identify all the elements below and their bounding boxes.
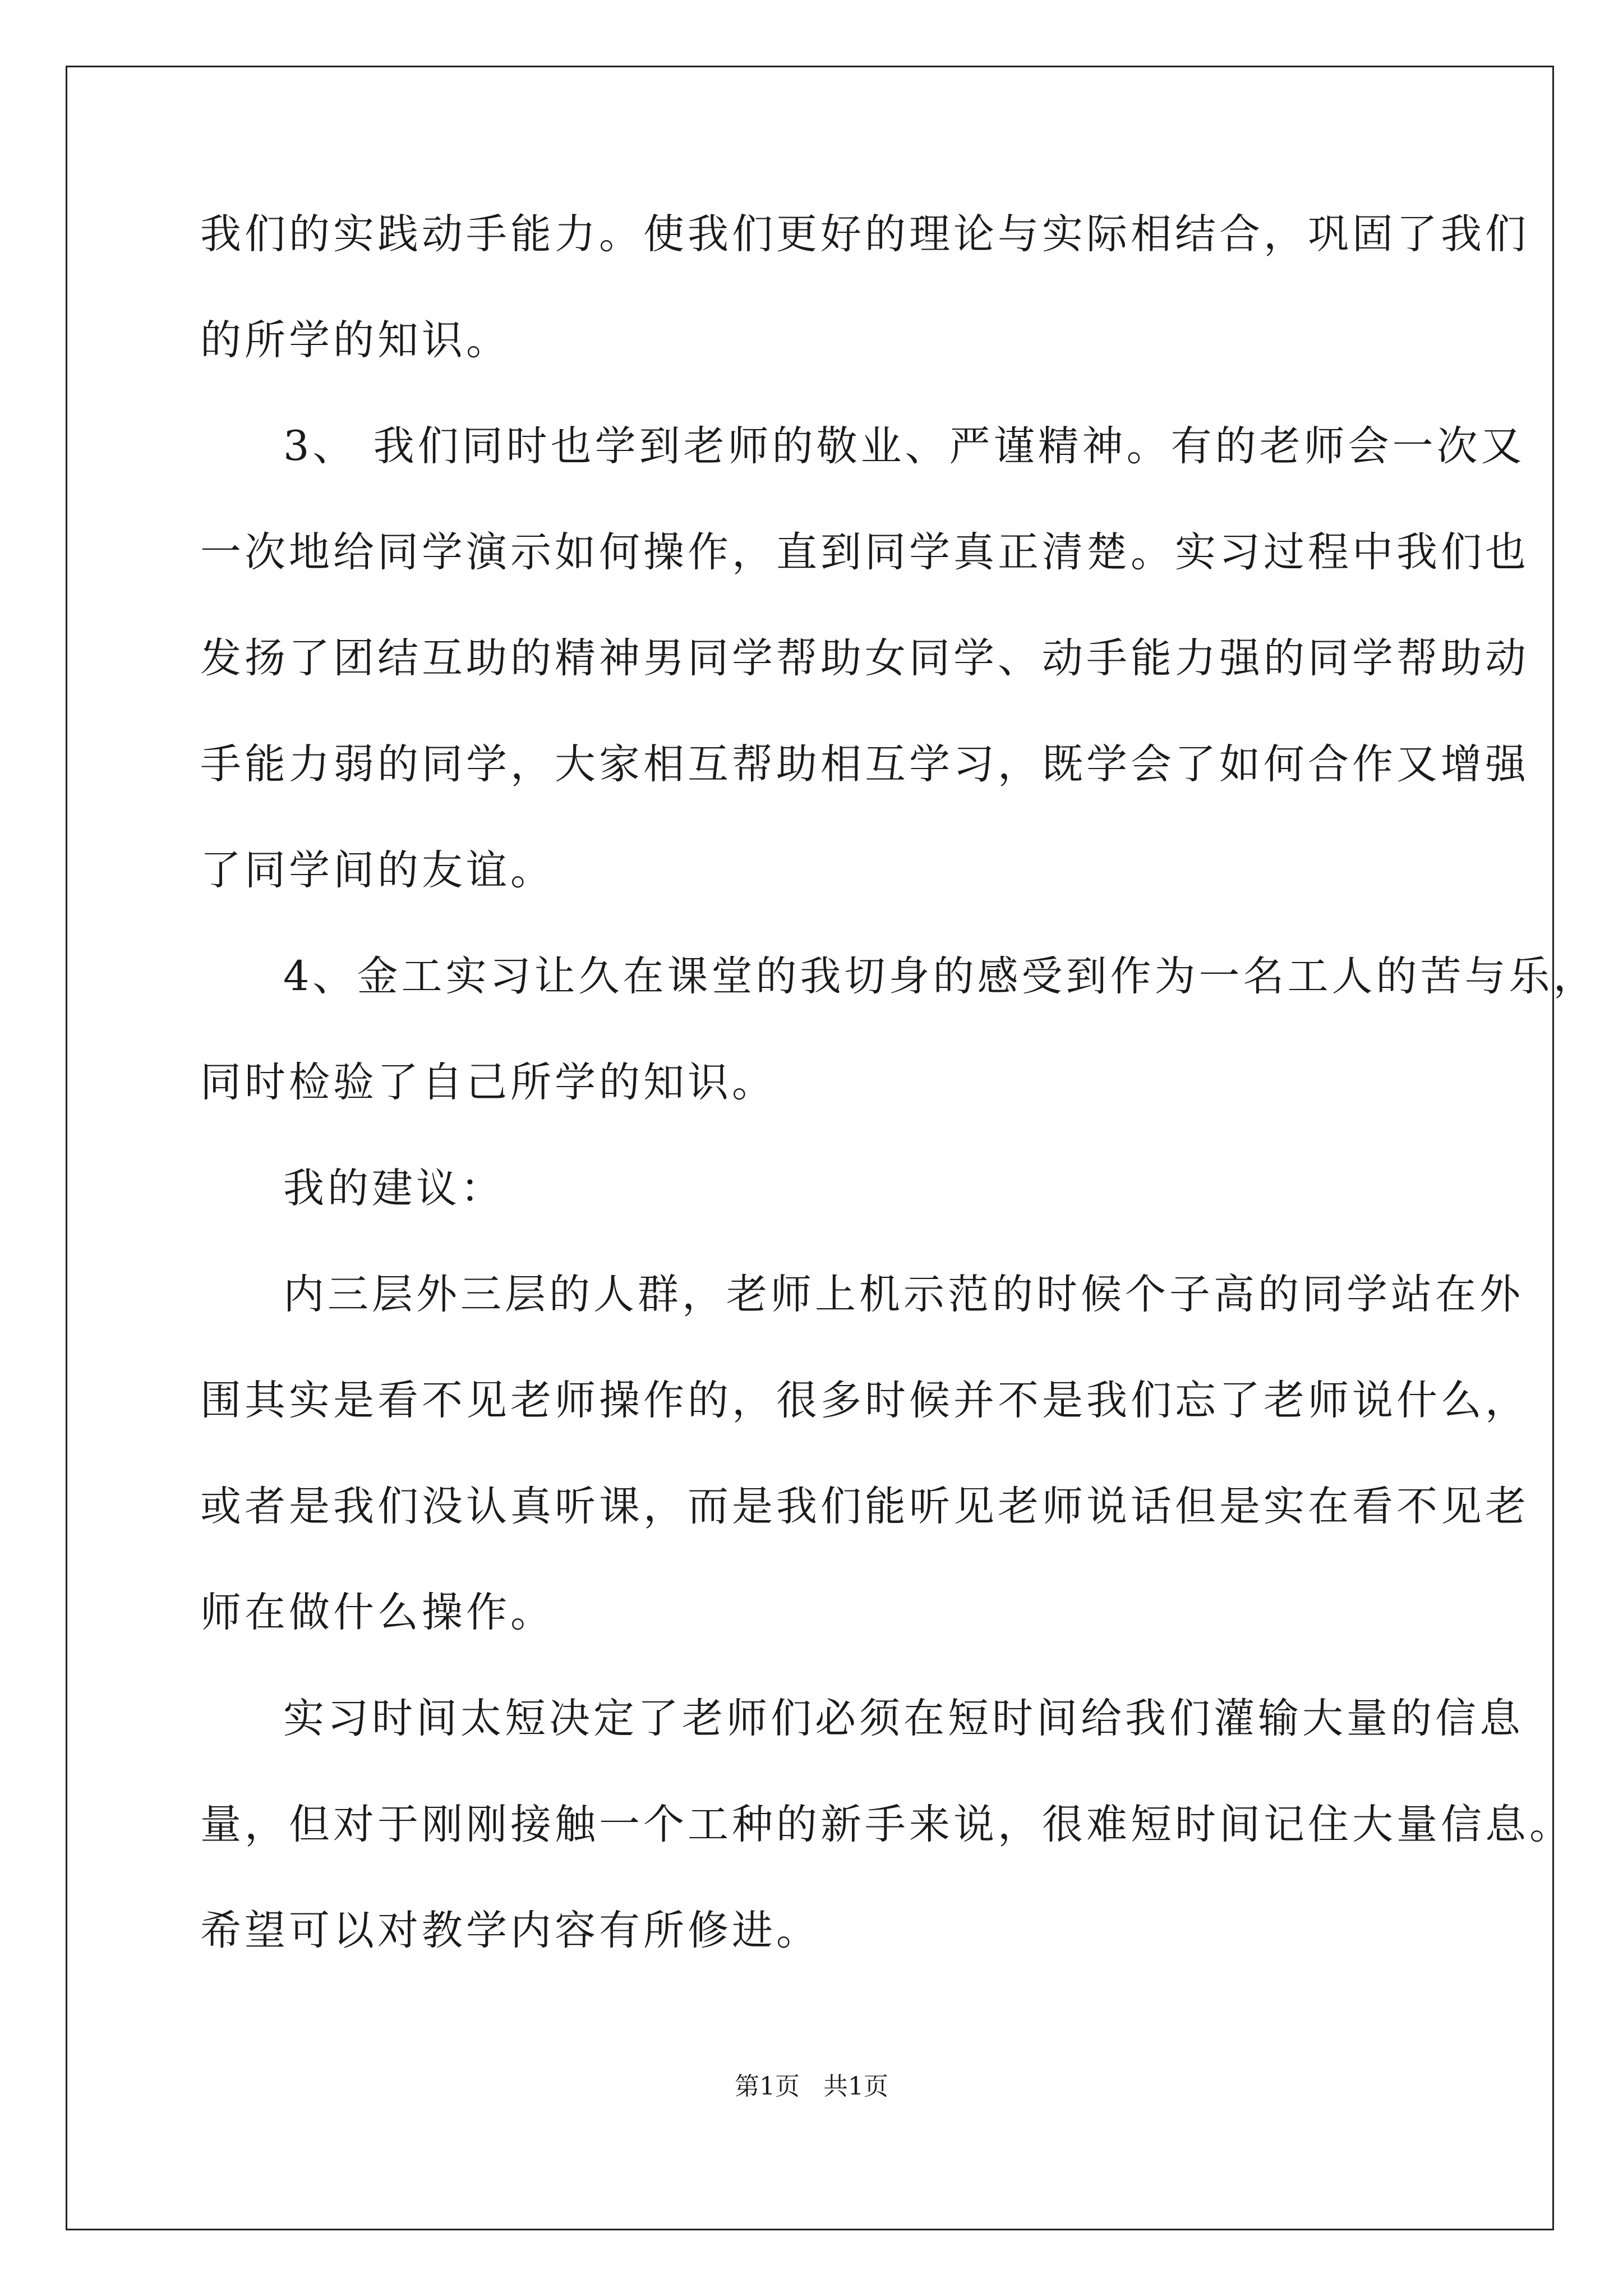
text-line: 3、 我们同时也学到老师的敬业、严谨精神。有的老师会一次又: [283, 422, 1525, 470]
text-line: 的所学的知识。: [200, 316, 510, 364]
text-line: 我们的实践动手能力。使我们更好的理论与实际相结合，巩固了我们: [200, 210, 1529, 258]
text-line: 了同学间的友谊。: [200, 846, 555, 894]
section-heading: 我的建议：: [283, 1165, 505, 1212]
text-line: 内三层外三层的人群，老师上机示范的时候个子高的同学站在外: [283, 1271, 1524, 1318]
text-line: 或者是我们没认真听课，而是我们能听见老师说话但是实在看不见老: [200, 1483, 1529, 1530]
text-line: 一次地给同学演示如何操作，直到同学真正清楚。实习过程中我们也: [200, 528, 1529, 576]
text-line: 手能力弱的同学，大家相互帮助相互学习，既学会了如何合作又增强: [200, 740, 1529, 788]
page-number-footer: 第1页 共1页: [735, 2072, 888, 2101]
text-line: 师在做什么操作。: [200, 1589, 555, 1636]
text-line: 围其实是看不见老师操作的，很多时候并不是我们忘了老师说什么，: [200, 1377, 1529, 1424]
document-body: [200, 208, 1598, 2010]
text-line: 同时检验了自己所学的知识。: [200, 1059, 776, 1106]
text-line: 量，但对于刚刚接触一个工种的新手来说，很难短时间记住大量信息。: [200, 1801, 1574, 1848]
text-line: 4、金工实习让久在课堂的我切身的感受到作为一名工人的苦与乐，: [283, 953, 1598, 1000]
text-line: 实习时间太短决定了老师们必须在短时间给我们灌输大量的信息: [283, 1695, 1524, 1742]
text-line: 希望可以对教学内容有所修进。: [200, 1907, 820, 1954]
text-line: 发扬了团结互助的精神男同学帮助女同学、动手能力强的同学帮助动: [200, 634, 1529, 682]
